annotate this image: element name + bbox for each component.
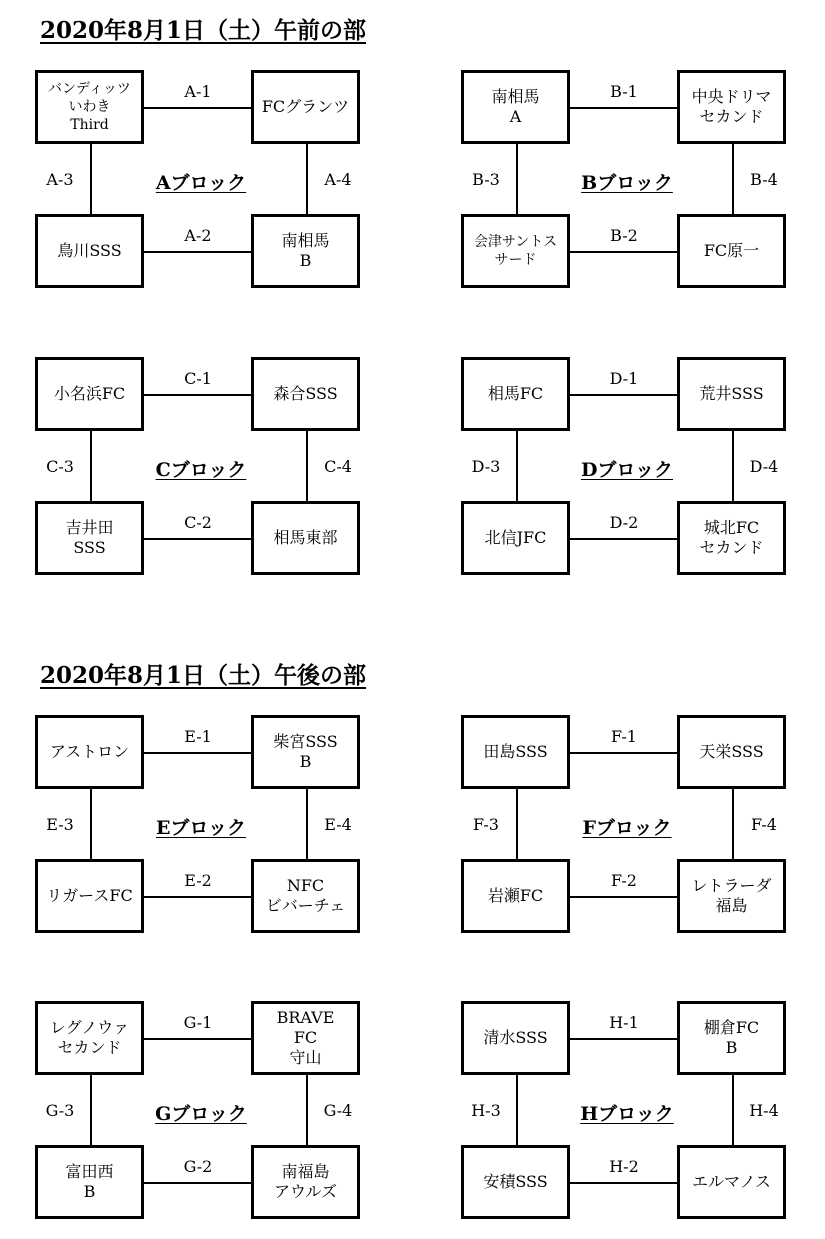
team-name: NFC ビバーチェ [265,876,346,915]
team-box [35,214,144,288]
section-title-afternoon: 2020年8月1日（土）午後の部 [40,662,367,689]
match-label: G-4 [323,1101,353,1120]
match-label: E-3 [46,815,74,834]
match-line [144,107,251,109]
team-name: 城北FC セカンド [699,518,764,557]
team-name: 南相馬 B [281,231,330,270]
match-line [144,752,251,754]
match-line [306,431,308,501]
match-label: C-4 [324,457,352,476]
match-label: A-4 [324,170,352,189]
team-box [35,715,144,789]
match-line [570,251,677,253]
team-box [677,214,786,288]
match-label: E-1 [184,727,212,746]
team-name: バンディッツ いわき Third [48,81,131,133]
block-c [35,357,365,577]
match-label: A-2 [184,226,212,245]
block-name: Hブロック [580,1103,674,1125]
team-box [677,1001,786,1075]
team-name: FC原一 [703,241,760,260]
match-line [90,144,92,214]
match-label: C-3 [46,457,74,476]
match-label: E-4 [324,815,352,834]
block-name: Aブロック [155,172,247,194]
match-line [516,144,518,214]
match-label: A-1 [184,82,212,101]
match-label: H-3 [471,1101,501,1120]
team-box [677,1145,786,1219]
team-box [251,357,360,431]
team-box [35,357,144,431]
team-box [461,1145,570,1219]
match-label: D-4 [749,457,779,476]
team-name: 南福島 アウルズ [273,1162,338,1201]
team-box [251,70,360,144]
match-label: C-1 [184,369,212,388]
team-box [35,70,144,144]
match-label: H-2 [609,1157,639,1176]
match-line [570,896,677,898]
team-name: リガースFC [46,886,133,905]
team-name: 安積SSS [483,1172,548,1191]
team-box [461,214,570,288]
team-name: 相馬FC [487,384,544,403]
block-name: Dブロック [580,459,674,481]
team-name: 天栄SSS [699,742,764,761]
match-line [90,789,92,859]
team-box [251,501,360,575]
team-box [461,859,570,933]
team-box [251,1145,360,1219]
team-box [35,859,144,933]
match-line [570,1038,677,1040]
match-line [516,789,518,859]
block-e [35,715,365,935]
match-line [570,394,677,396]
team-name: FCグランツ [261,97,350,116]
team-box [35,1001,144,1075]
team-name: 清水SSS [483,1028,548,1047]
match-label: G-3 [45,1101,75,1120]
match-label: F-2 [611,871,637,890]
team-name: レグノウァ セカンド [49,1018,130,1057]
team-box [461,357,570,431]
team-name: アストロン [49,742,130,761]
team-name: 柴宮SSS B [273,732,338,771]
match-label: H-1 [609,1013,639,1032]
match-line [144,538,251,540]
match-label: F-1 [611,727,637,746]
team-box [251,214,360,288]
team-name: 小名浜FC [53,384,126,403]
team-box [677,859,786,933]
team-name: 田島SSS [483,742,548,761]
match-label: H-4 [749,1101,779,1120]
team-name: 棚倉FC B [703,1018,760,1057]
match-label: B-1 [610,82,638,101]
match-line [570,1182,677,1184]
team-name: 吉井田 SSS [65,518,114,557]
team-box [461,501,570,575]
block-b [461,70,791,290]
team-name: 富田西 B [65,1162,114,1201]
team-name: BRAVE FC 守山 [276,1008,335,1067]
team-name: 会津サントス サード [473,234,558,268]
team-box [35,501,144,575]
match-label: B-4 [750,170,778,189]
block-d [461,357,791,577]
match-label: B-2 [610,226,638,245]
team-box [677,501,786,575]
match-line [144,896,251,898]
match-line [570,538,677,540]
match-line [144,1182,251,1184]
team-box [251,715,360,789]
match-line [516,1075,518,1145]
team-box [461,70,570,144]
team-box [677,357,786,431]
team-name: 鳥川SSS [57,241,122,260]
block-g [35,1001,365,1221]
match-line [90,431,92,501]
team-name: 南相馬 A [491,87,540,126]
team-name: 森合SSS [273,384,338,403]
team-name: 相馬東部 [273,528,338,547]
team-box [251,859,360,933]
team-box [461,1001,570,1075]
match-line [306,1075,308,1145]
block-h [461,1001,791,1221]
block-a [35,70,365,290]
block-name: Bブロック [581,172,673,194]
team-box [461,715,570,789]
match-line [144,251,251,253]
team-name: 荒井SSS [699,384,764,403]
match-line [144,394,251,396]
match-label: G-2 [183,1157,213,1176]
match-line [732,144,734,214]
team-name: 北信JFC [484,528,547,547]
team-name: 中央ドリマ セカンド [691,87,772,126]
team-box [251,1001,360,1075]
team-name: エルマノス [692,1172,771,1191]
match-line [144,1038,251,1040]
team-box [35,1145,144,1219]
match-line [570,752,677,754]
match-label: D-1 [609,369,639,388]
team-name: 岩瀬FC [487,886,544,905]
match-line [90,1075,92,1145]
match-line [732,431,734,501]
block-name: Eブロック [155,817,247,839]
block-f [461,715,791,935]
match-label: B-3 [472,170,500,189]
section-title-morning: 2020年8月1日（土）午前の部 [40,17,367,44]
match-label: E-2 [184,871,212,890]
block-name: Cブロック [155,459,247,481]
team-box [677,70,786,144]
match-line [516,431,518,501]
match-label: C-2 [184,513,212,532]
match-label: G-1 [183,1013,213,1032]
match-line [306,789,308,859]
match-label: D-2 [609,513,639,532]
team-name: レトラーダ 福島 [691,876,772,915]
match-line [732,1075,734,1145]
match-line [570,107,677,109]
match-label: A-3 [46,170,74,189]
match-line [306,144,308,214]
team-box [677,715,786,789]
match-label: F-4 [751,815,777,834]
match-label: D-3 [471,457,501,476]
block-name: Fブロック [582,817,672,839]
match-line [732,789,734,859]
block-name: Gブロック [155,1103,247,1125]
match-label: F-3 [473,815,499,834]
